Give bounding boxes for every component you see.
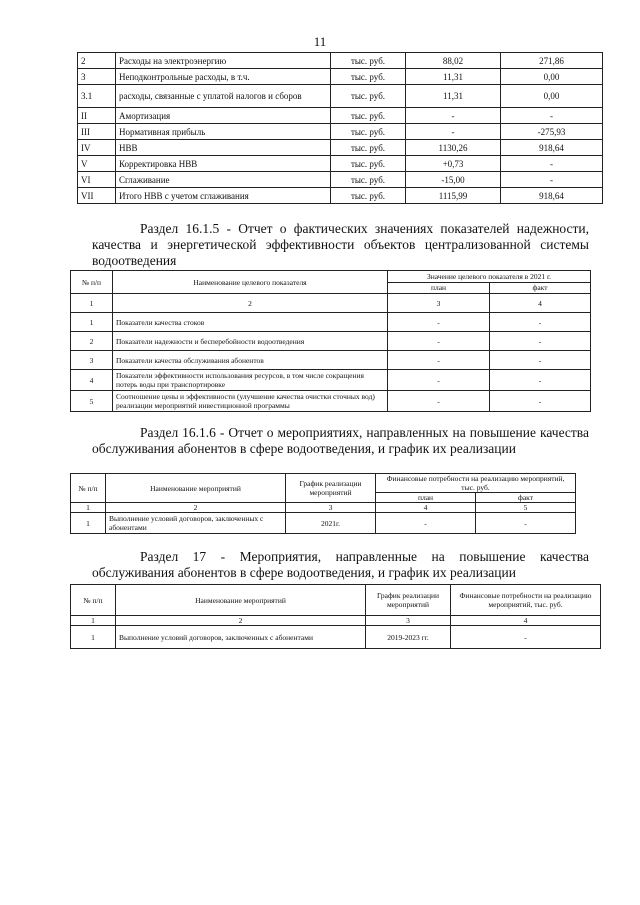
- cell-fact: -: [501, 108, 603, 124]
- cell-fact: 0,00: [501, 69, 603, 85]
- cell-plan: -: [406, 124, 501, 140]
- measures-plan-table: [70, 584, 601, 649]
- col-num: 3: [366, 616, 451, 626]
- cell-name: Сглаживание: [116, 172, 331, 188]
- financial-table: [77, 52, 603, 204]
- table-row: [71, 332, 591, 351]
- table-row: [78, 85, 603, 108]
- cell-fact: -: [490, 391, 591, 412]
- table-row: [78, 124, 603, 140]
- header-name: Наименование мероприятий: [106, 474, 286, 503]
- table-row: [78, 188, 603, 204]
- cell-name: Соотношение цены и эффективности (улучшение качества очистки сточных вод) реализации мероприятий инвестиционной программы: [113, 391, 388, 412]
- header-name: Наименование целевого показателя: [113, 271, 388, 294]
- header-num: № п/п: [71, 585, 116, 616]
- table-row: [78, 140, 603, 156]
- cell-unit: тыс. руб.: [331, 69, 406, 85]
- row-name: Выполнение условий договоров, заключенных с абонентами: [116, 626, 366, 649]
- col-num: 4: [376, 503, 476, 513]
- cell-num: 2: [78, 53, 116, 69]
- cell-num: II: [78, 108, 116, 124]
- cell-plan: 1115,99: [406, 188, 501, 204]
- cell-fact: -: [501, 172, 603, 188]
- section-17-title: Раздел 17 - Мероприятия, направленные на повышение качества обслуживания абонентов в сфере водоотведения, и график их реализации: [92, 549, 589, 580]
- section-16-1-6-title: Раздел 16.1.6 - Отчет о мероприятиях, направленных на повышение качества обслуживания абонентов в сфере водоотведения, и график их реализации: [92, 425, 589, 456]
- header-value: Значение целевого показателя в 2021 г.: [388, 271, 591, 283]
- cell-plan: -: [388, 370, 490, 391]
- row-fact: -: [476, 513, 576, 534]
- cell-unit: тыс. руб.: [331, 188, 406, 204]
- cell-fact: 0,00: [501, 85, 603, 108]
- cell-plan: 88,02: [406, 53, 501, 69]
- cell-num: V: [78, 156, 116, 172]
- cell-name: расходы, связанные с уплатой налогов и сборов: [116, 85, 331, 108]
- header-num: № п/п: [71, 474, 106, 503]
- cell-unit: тыс. руб.: [331, 124, 406, 140]
- cell-plan: -: [406, 108, 501, 124]
- cell-num: 3: [78, 69, 116, 85]
- cell-fact: 918,64: [501, 140, 603, 156]
- cell-name: Показатели качества стоков: [113, 313, 388, 332]
- cell-fact: -275,93: [501, 124, 603, 140]
- cell-name: Итого НВВ с учетом сглаживания: [116, 188, 331, 204]
- col-num: 2: [113, 294, 388, 313]
- cell-num: 4: [71, 370, 113, 391]
- header-schedule: График реализации мероприятий: [366, 585, 451, 616]
- cell-fact: -: [501, 156, 603, 172]
- cell-num: VII: [78, 188, 116, 204]
- header-fact: факт: [476, 493, 576, 503]
- header-finance: Финансовые потребности на реализацию мероприятий, тыс. руб.: [376, 474, 576, 493]
- cell-name: Расходы на электроэнергию: [116, 53, 331, 69]
- cell-fact: -: [490, 332, 591, 351]
- row-name: Выполнение условий договоров, заключенных с абонентами: [106, 513, 286, 534]
- target-indicators-table: [70, 270, 591, 412]
- cell-unit: тыс. руб.: [331, 140, 406, 156]
- cell-unit: тыс. руб.: [331, 53, 406, 69]
- table-row: [71, 351, 591, 370]
- table-row: [71, 370, 591, 391]
- cell-plan: -: [388, 332, 490, 351]
- page-number: 11: [313, 34, 327, 49]
- cell-unit: тыс. руб.: [331, 172, 406, 188]
- cell-plan: +0,73: [406, 156, 501, 172]
- row-num: 1: [71, 626, 116, 649]
- cell-plan: 1130,26: [406, 140, 501, 156]
- col-num: 4: [451, 616, 601, 626]
- table-row: [78, 53, 603, 69]
- row-finance: -: [451, 626, 601, 649]
- cell-plan: -: [388, 313, 490, 332]
- table-row: [78, 172, 603, 188]
- col-num: 3: [388, 294, 490, 313]
- cell-num: 3.1: [78, 85, 116, 108]
- row-schedule: 2019-2023 гг.: [366, 626, 451, 649]
- cell-num: VI: [78, 172, 116, 188]
- cell-num: 2: [71, 332, 113, 351]
- table-row: [71, 391, 591, 412]
- table-row: [78, 108, 603, 124]
- cell-name: Корректировка НВВ: [116, 156, 331, 172]
- cell-fact: 918,64: [501, 188, 603, 204]
- cell-name: Амортизация: [116, 108, 331, 124]
- cell-unit: тыс. руб.: [331, 85, 406, 108]
- col-num: 1: [71, 294, 113, 313]
- header-schedule: График реализации мероприятий: [286, 474, 376, 503]
- col-num: 3: [286, 503, 376, 513]
- cell-name: Показатели качества обслуживания абонентов: [113, 351, 388, 370]
- cell-fact: -: [490, 313, 591, 332]
- table-row: [71, 313, 591, 332]
- cell-fact: 271,86: [501, 53, 603, 69]
- header-finance: Финансовые потребности на реализацию мероприятий, тыс. руб.: [451, 585, 601, 616]
- col-num: 5: [476, 503, 576, 513]
- col-num: 1: [71, 616, 116, 626]
- header-num: № п/п: [71, 271, 113, 294]
- cell-plan: 11,31: [406, 69, 501, 85]
- cell-unit: тыс. руб.: [331, 108, 406, 124]
- cell-name: Показатели эффективности использования ресурсов, в том числе сокращения потерь воды при транспортировке: [113, 370, 388, 391]
- header-fact: факт: [490, 282, 591, 294]
- col-num: 2: [116, 616, 366, 626]
- header-plan: план: [388, 282, 490, 294]
- table-row: [78, 156, 603, 172]
- cell-name: Показатели надежности и бесперебойности водоотведения: [113, 332, 388, 351]
- row-num: 1: [71, 513, 106, 534]
- header-plan: план: [376, 493, 476, 503]
- row-schedule: 2021г.: [286, 513, 376, 534]
- cell-name: Нормативная прибыль: [116, 124, 331, 140]
- cell-num: 3: [71, 351, 113, 370]
- cell-num: 1: [71, 313, 113, 332]
- cell-num: III: [78, 124, 116, 140]
- table-row: [78, 69, 603, 85]
- cell-plan: 11,31: [406, 85, 501, 108]
- section-16-1-5-title: Раздел 16.1.5 - Отчет о фактических значениях показателей надежности, качества и энергетической эффективности объектов централизованной системы водоотведения: [92, 221, 589, 268]
- cell-fact: -: [490, 370, 591, 391]
- cell-num: IV: [78, 140, 116, 156]
- cell-num: 5: [71, 391, 113, 412]
- cell-fact: -: [490, 351, 591, 370]
- col-num: 2: [106, 503, 286, 513]
- measures-report-table: [70, 473, 576, 534]
- cell-unit: тыс. руб.: [331, 156, 406, 172]
- row-plan: -: [376, 513, 476, 534]
- cell-plan: -: [388, 351, 490, 370]
- col-num: 1: [71, 503, 106, 513]
- cell-name: НВВ: [116, 140, 331, 156]
- col-num: 4: [490, 294, 591, 313]
- cell-plan: -15,00: [406, 172, 501, 188]
- cell-name: Неподконтрольные расходы, в т.ч.: [116, 69, 331, 85]
- header-name: Наименование мероприятий: [116, 585, 366, 616]
- cell-plan: -: [388, 391, 490, 412]
